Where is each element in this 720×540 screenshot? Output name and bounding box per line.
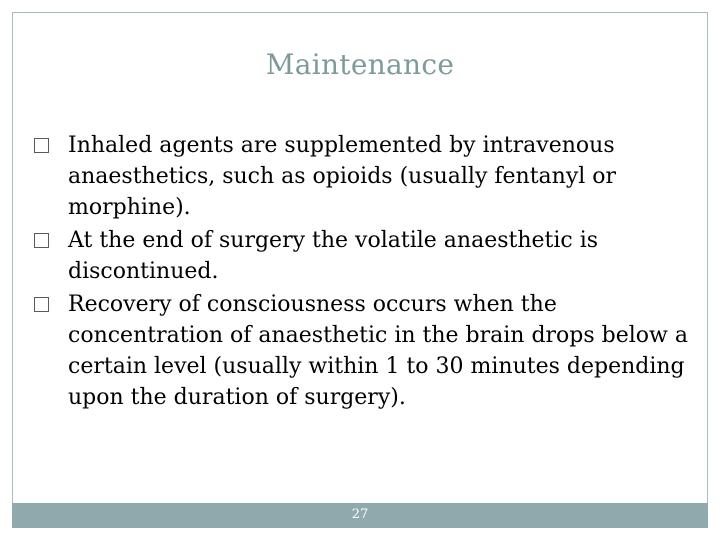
bullet-list — [34, 130, 694, 415]
bullet-square-icon — [34, 233, 49, 248]
bullet-text: At the end of surgery the volatile anaesthetic is discontinued. — [68, 228, 599, 284]
bullet-item — [34, 289, 694, 413]
bullet-item — [34, 225, 694, 287]
bullet-item — [34, 130, 694, 223]
bullet-text: Inhaled agents are supplemented by intravenous anaesthetics, such as opioids (usually fentanyl or morphine). — [68, 133, 617, 220]
bullet-text: Recovery of consciousness occurs when the concentration of anaesthetic in the brain drops below a certain level (usually within 1 to 30 minutes depending upon the duration of surgery). — [68, 292, 688, 410]
slide-title: Maintenance — [265, 48, 455, 81]
footer-bar — [12, 503, 708, 528]
page-number: 27 — [351, 507, 369, 522]
bullet-square-icon — [34, 297, 49, 312]
bullet-square-icon — [34, 138, 49, 153]
